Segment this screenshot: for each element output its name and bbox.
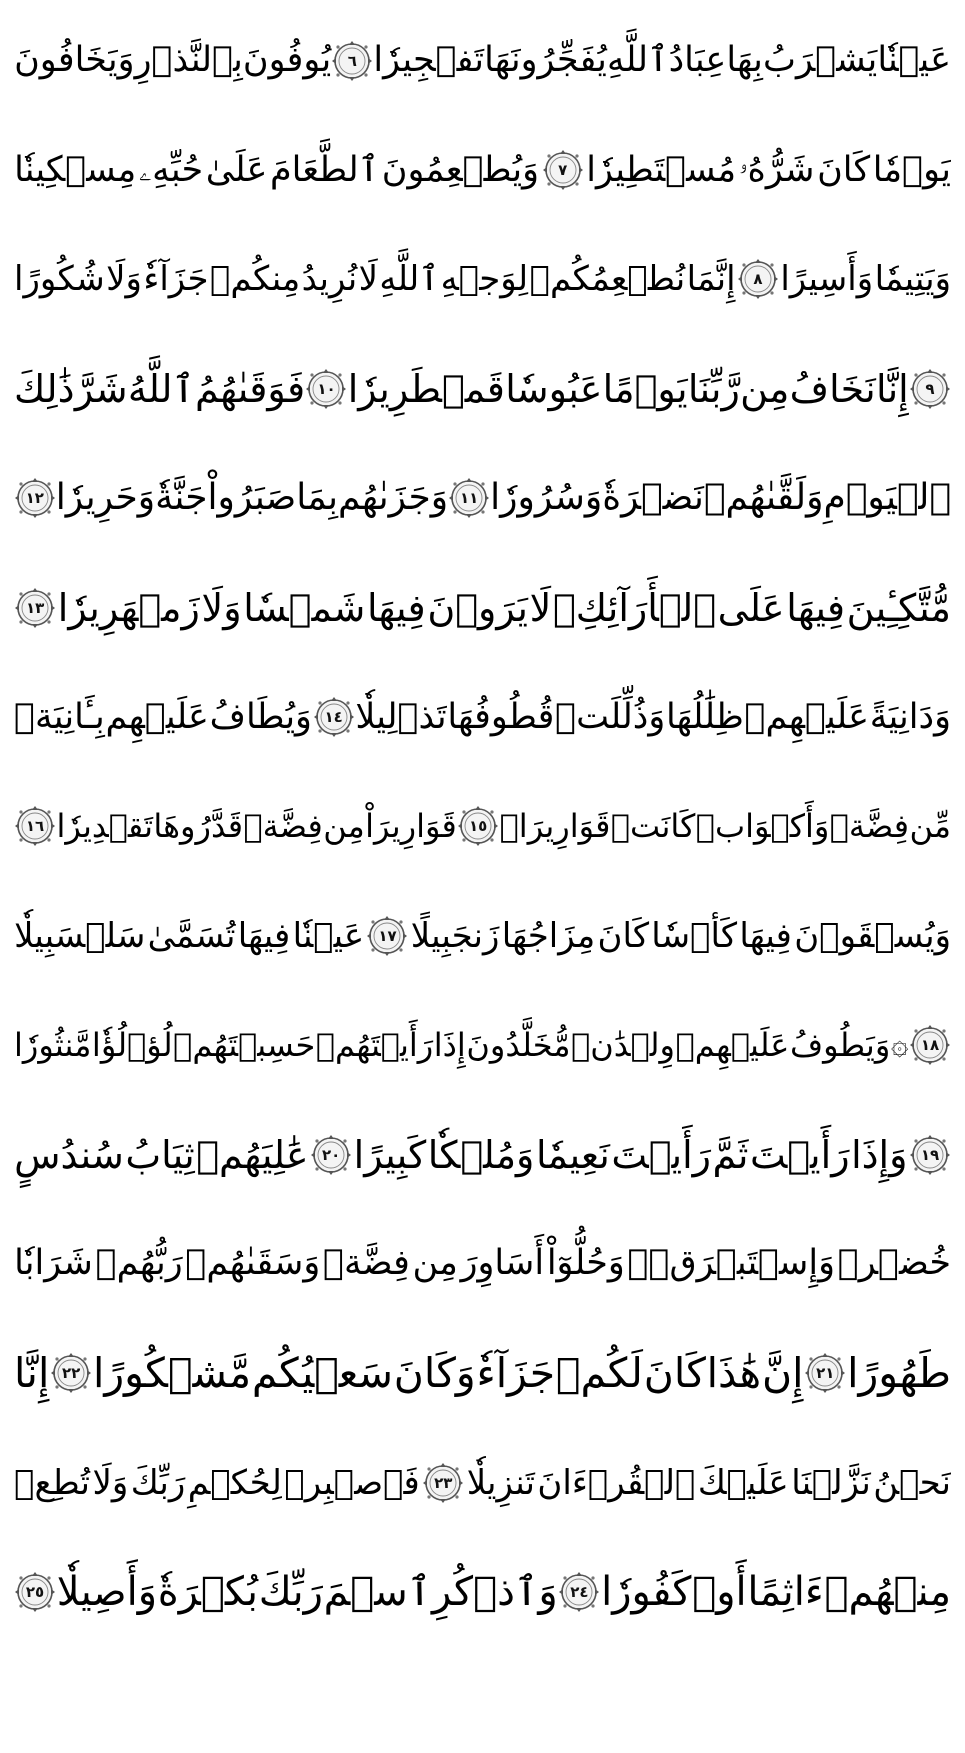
verse-word: خُضۡرٞ xyxy=(837,1243,951,1284)
verse-word: ٱلطَّعَامَ xyxy=(270,149,380,190)
ayah-number-marker xyxy=(737,258,779,300)
ayah-number: ١٢ xyxy=(25,489,44,508)
verse-word: مِزَاجُهَا xyxy=(501,915,596,956)
verse-word: شَرَابٗا xyxy=(14,1243,93,1284)
ayah-number-marker xyxy=(909,368,951,410)
verse-word: يَوۡمٗا xyxy=(872,149,951,190)
ayah-number: ١٧ xyxy=(378,926,397,945)
verse-word: لِوَجۡهِ xyxy=(440,259,529,300)
verse-word: مِنۡهُمۡ xyxy=(824,1569,951,1616)
verse-word: إِنَّ xyxy=(761,1348,804,1397)
verse-word: فِيهَا xyxy=(237,915,291,956)
verse-word: مِسۡكِينٗا xyxy=(14,149,137,190)
verse-word: كَفُورٗا xyxy=(601,1569,692,1616)
verse-word: وَحُلُّوٓاْ xyxy=(546,1243,625,1284)
verse-word: فِيهَا xyxy=(366,585,426,630)
verse-word: وَيَتِيمٗا xyxy=(874,259,951,300)
verse-word: مُّخَلَّدُونَ xyxy=(466,1026,571,1065)
verse-word: وَإِسۡتَبۡرَقٞۖ xyxy=(627,1243,835,1284)
verse-word: وَٱذۡكُرِ xyxy=(431,1569,558,1616)
verse-word: نَحۡنُ xyxy=(873,1462,951,1503)
ayah-number: ٨ xyxy=(753,270,763,289)
verse-word: وَدَانِيَةً xyxy=(869,696,951,737)
verse-word: رَأَيۡتَهُمۡ xyxy=(315,1026,434,1065)
verse-word: عَيۡنٗا xyxy=(877,40,951,81)
text-line xyxy=(14,991,951,1100)
verse-word: وَيُطۡعِمُونَ xyxy=(381,149,540,190)
verse-word: يُفَجِّرُونَهَا xyxy=(484,40,607,81)
verse-word: فَوَقَىٰهُمُ xyxy=(194,366,306,411)
verse-word: زَنجَبِيلًا xyxy=(410,915,500,956)
ayah-number: ٢٥ xyxy=(25,1583,45,1602)
text-line xyxy=(14,662,951,771)
verse-word: رَأَيۡتَ xyxy=(749,1132,850,1177)
ayah-number: ١٥ xyxy=(469,817,488,836)
verse-word: وَلَا xyxy=(106,259,142,300)
verse-word: وَذُلِّلَتۡ xyxy=(555,696,666,737)
verse-word: شَرُّهُۥ xyxy=(738,149,815,190)
verse-word: نَزَّلۡنَا xyxy=(791,1462,871,1503)
ayah-number: ١٤ xyxy=(324,708,343,727)
verse-word: نُطۡعِمُكُمۡ xyxy=(529,259,686,300)
verse-word: وَسُرُورٗا xyxy=(490,477,603,519)
verse-word: فِضَّةٖ xyxy=(322,1243,410,1284)
verse-word: ءَاثِمًا xyxy=(747,1569,824,1616)
verse-word: تَنزِيلٗا xyxy=(466,1462,535,1503)
verse-word: لَكُمۡ xyxy=(555,1348,643,1397)
verse-word: ٱللَّهِ xyxy=(379,259,440,300)
verse-word: تَذۡلِيلٗا xyxy=(355,696,447,737)
verse-word: قَوَارِيرَاْ xyxy=(365,807,457,846)
verse-word: عِبَادُ xyxy=(668,40,727,81)
verse-word: وَيَخَافُونَ xyxy=(14,40,135,81)
verse-word: كَانَ xyxy=(597,915,649,956)
verse-word: رَبُّهُمۡ xyxy=(95,1243,183,1284)
verse-word: عَلَىٰ xyxy=(205,149,268,190)
verse-word: ظِلَٰلُهَا xyxy=(665,696,744,737)
ayah-number: ١٦ xyxy=(25,817,45,836)
verse-word: ٱللَّهِ xyxy=(606,40,669,81)
ayah-number: ٦ xyxy=(347,51,357,70)
verse-word: بِـَٔانِيَةٖ xyxy=(14,696,105,737)
text-line xyxy=(14,881,951,990)
verse-word: ٱلۡقُرۡءَانَ xyxy=(537,1462,696,1503)
verse-word: وَلَقَّىٰهُمۡ xyxy=(703,477,824,519)
verse-word: كَأۡسٗا xyxy=(651,915,738,956)
text-line xyxy=(14,1209,951,1318)
ayah-number-marker xyxy=(310,1134,352,1176)
verse-word: فِيهَا xyxy=(739,915,792,956)
verse-word: شَرَّ xyxy=(74,366,128,411)
ayah-number-marker xyxy=(14,477,56,519)
verse-word: مِّن xyxy=(909,807,951,846)
verse-word: نَعِيمٗا xyxy=(535,1132,610,1177)
text-line xyxy=(14,334,951,443)
verse-word: عَلَيۡهِمۡ xyxy=(744,696,869,737)
verse-word: جَزَآءٗ xyxy=(476,1348,556,1397)
verse-word: بِمَا xyxy=(296,477,339,519)
verse-word: عَلَيۡهِم xyxy=(105,696,209,737)
verse-word: ذَٰلِكَ xyxy=(14,366,75,411)
verse-word: يَشۡرَبُ xyxy=(763,40,878,81)
verse-word: رَبِّكَ xyxy=(258,1569,323,1616)
verse-word: وَلَا xyxy=(201,585,242,630)
verse-word: حَسِبۡتَهُمۡ xyxy=(173,1026,316,1065)
verse-word: قُطُوفُهَا xyxy=(447,696,555,737)
verse-word: وَأَسِيرًا xyxy=(780,259,874,300)
ayah-number-marker xyxy=(422,1462,464,1504)
verse-word: يَرَوۡنَ xyxy=(427,585,528,630)
verse-word: جَزَآءٗ xyxy=(143,259,209,300)
verse-word: كَانَ xyxy=(817,149,871,190)
verse-word: ثِيَابُ xyxy=(125,1132,195,1177)
verse-word: رَأَيۡتَ xyxy=(611,1132,711,1177)
ayah-number: ٢٣ xyxy=(434,1473,453,1492)
verse-word: إِذَا xyxy=(433,1026,466,1065)
verse-word: بُكۡرَةٗ xyxy=(157,1569,259,1616)
verse-word: فِيهَا xyxy=(786,585,845,630)
verse-word: مِن xyxy=(323,807,365,846)
verse-word: أَوۡ xyxy=(692,1569,747,1616)
verse-word: وَيَطُوفُ xyxy=(789,1026,891,1065)
verse-word: ٱللَّهُ xyxy=(127,366,195,411)
ayah-number-marker xyxy=(457,805,499,847)
verse-word: وَيُسۡقَوۡنَ xyxy=(794,915,951,956)
verse-word: يُوفُونَ xyxy=(242,40,332,81)
verse-word: مِن xyxy=(740,366,790,411)
verse-word: عَلَى xyxy=(717,585,785,630)
ayah-number: ٢٠ xyxy=(321,1145,341,1164)
verse-word: رَبِّكَ xyxy=(130,1462,186,1503)
verse-word: مِن xyxy=(412,1243,458,1284)
verse-word: بِٱلنَّذۡرِ xyxy=(134,40,243,81)
verse-word: وَإِذَا xyxy=(851,1132,908,1177)
ayah-number-marker xyxy=(804,1352,846,1394)
text-line xyxy=(14,772,951,881)
verse-word: إِنَّمَا xyxy=(686,259,736,300)
ayah-number-marker xyxy=(448,477,490,519)
text-line xyxy=(14,225,951,334)
text-line xyxy=(14,444,951,553)
verse-word: وَلَا xyxy=(92,1462,129,1503)
ayah-number-marker xyxy=(542,149,584,191)
verse-word: زَمۡهَرِيرٗا xyxy=(57,585,200,630)
ayah-number-marker xyxy=(909,1134,951,1176)
verse-word: سَعۡيُكُم xyxy=(251,1348,393,1397)
verse-word: ٱلۡأَرَآئِكِۖ xyxy=(552,585,717,630)
verse-word: عَيۡنٗا xyxy=(292,915,365,956)
verse-word: رَّبِّنَا xyxy=(687,366,740,411)
verse-word: عَلَيۡكَ xyxy=(697,1462,789,1503)
ayah-number: ٩ xyxy=(925,379,935,398)
verse-word: ٱلۡيَوۡمِ xyxy=(823,477,951,519)
verse-word: وَمُلۡكٗا xyxy=(427,1132,535,1177)
verse-word: ثَمَّ xyxy=(712,1132,749,1177)
ayah-number-marker xyxy=(366,915,408,957)
verse-word: قَدَّرُوهَا xyxy=(153,807,244,846)
verse-word: لَا xyxy=(358,259,378,300)
text-line xyxy=(14,553,951,662)
verse-word: تَقۡدِيرٗا xyxy=(56,807,153,846)
verse-word: لُؤۡلُؤٗا xyxy=(91,1026,173,1065)
verse-word: نُرِيدُ xyxy=(301,259,358,300)
ayah-number-marker xyxy=(558,1571,600,1613)
verse-word: كَانَتۡ xyxy=(610,807,696,846)
ayah-number-marker xyxy=(14,587,56,629)
ayah-number-marker xyxy=(305,368,347,410)
verse-word: فِضَّةٖ xyxy=(243,807,323,846)
ayah-number-marker xyxy=(14,805,56,847)
ayah-number: ٢١ xyxy=(816,1364,835,1383)
verse-word: كَانَ xyxy=(643,1348,706,1397)
ayah-number: ١٨ xyxy=(920,1036,940,1055)
verse-word: وَحَرِيرٗا xyxy=(55,477,156,519)
verse-word: مَّشۡكُورًا xyxy=(92,1348,252,1397)
verse-word: حُبِّهِۦ xyxy=(138,149,204,190)
verse-word: تَفۡجِيرٗا xyxy=(373,40,485,81)
text-line xyxy=(14,6,951,115)
verse-word: مُسۡتَطِيرٗا xyxy=(586,149,737,190)
ayah-number: ٢٢ xyxy=(61,1364,81,1383)
verse-word: شَمۡسٗا xyxy=(243,585,366,630)
verse-word: وَأَصِيلٗا xyxy=(56,1569,158,1616)
verse-word: شُكُورًا xyxy=(14,259,105,300)
verse-word: وَيُطَافُ xyxy=(209,696,312,737)
ayah-number-marker xyxy=(313,696,355,738)
verse-word: مِنكُمۡ xyxy=(209,259,301,300)
verse-word: قَوَارِيرَا۠ xyxy=(499,807,611,846)
verse-word: سُندُسٍ xyxy=(14,1132,124,1177)
verse-word: كَبِيرًا xyxy=(353,1132,427,1177)
verse-word: إِنَّا xyxy=(876,366,909,411)
verse-word: تُطِعۡ xyxy=(14,1462,90,1503)
verse-word: وَأَكۡوَابٖ xyxy=(695,807,830,846)
ayah-number: ١٩ xyxy=(920,1145,940,1164)
verse-word: عَٰلِيَهُمۡ xyxy=(196,1132,309,1177)
verse-word: أَسَاوِرَ xyxy=(460,1243,545,1284)
ayah-number: ٢٤ xyxy=(570,1583,589,1602)
verse-word: لِحُكۡمِ xyxy=(187,1462,282,1503)
ayah-number: ١٣ xyxy=(25,598,45,617)
ayah-number-marker xyxy=(14,1571,56,1613)
verse-word: نَخَافُ xyxy=(789,366,876,411)
text-line xyxy=(14,115,951,224)
verse-word: سَلۡسَبِيلٗا xyxy=(14,915,146,956)
text-line xyxy=(14,1100,951,1209)
verse-word: إِنَّا xyxy=(14,1348,50,1397)
verse-word: فِضَّةٖ xyxy=(829,807,910,846)
verse-word: مُّتَّكِـِٔينَ xyxy=(846,585,951,630)
verse-word: قَمۡطَرِيرٗا xyxy=(347,366,505,411)
verse-word: وِلۡدَٰنٞ xyxy=(571,1026,675,1065)
verse-word: ٱسۡمَ xyxy=(323,1569,432,1616)
ayah-number-marker xyxy=(331,40,373,82)
verse-word: صَبَرُواْ xyxy=(207,477,297,519)
verse-word: بِهَا xyxy=(726,40,763,81)
verse-word: عَبُوسٗا xyxy=(505,366,603,411)
hizb-marker-icon: ۞ xyxy=(890,1027,909,1063)
verse-word: طَهُورًا xyxy=(847,1348,951,1397)
ayah-number: ١١ xyxy=(459,489,479,508)
ayah-number-marker xyxy=(909,1024,951,1066)
verse-word: نَضۡرَةٗ xyxy=(602,477,704,519)
text-line xyxy=(14,1319,951,1428)
verse-word: فَٱصۡبِرۡ xyxy=(284,1462,420,1503)
verse-word: وَجَزَىٰهُم xyxy=(338,477,449,519)
verse-word: هَٰذَا xyxy=(706,1348,762,1397)
ayah-number-marker xyxy=(50,1352,92,1394)
verse-word: عَلَيۡهِمۡ xyxy=(675,1026,790,1065)
verse-word: جَنَّةٗ xyxy=(155,477,208,519)
verse-word: مَّنثُورٗا xyxy=(14,1026,92,1065)
text-line xyxy=(14,1428,951,1537)
ayah-number: ٧ xyxy=(558,161,568,180)
verse-word: لَا xyxy=(529,585,552,630)
ayah-number: ١٠ xyxy=(317,379,336,398)
text-line xyxy=(14,1537,951,1646)
verse-word: تُسَمَّىٰ xyxy=(147,915,236,956)
verse-word: وَسَقَىٰهُمۡ xyxy=(185,1243,321,1284)
verse-word: يَوۡمًا xyxy=(602,366,688,411)
verse-word: وَكَانَ xyxy=(393,1348,476,1397)
